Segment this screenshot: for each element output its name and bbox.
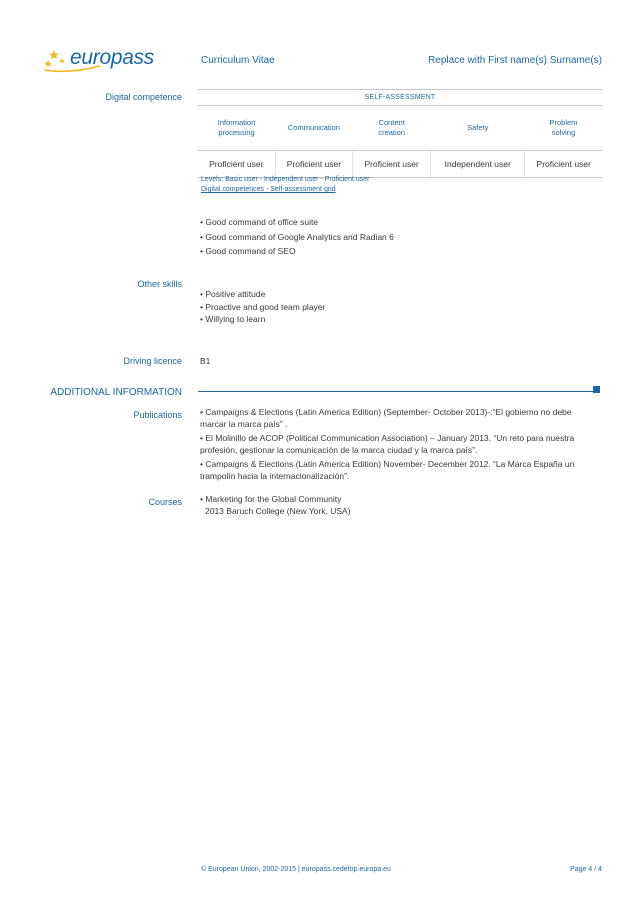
list-item: • Good command of Google Analytics and Radian 6 bbox=[200, 231, 394, 242]
list-item: • Marketing for the Global Community bbox=[200, 494, 342, 504]
section-divider bbox=[198, 391, 594, 392]
other-skills-label: Other skills bbox=[137, 279, 182, 289]
value-communication: Proficient user bbox=[275, 151, 353, 178]
column-information-processing: Information processing bbox=[217, 118, 256, 137]
self-assessment-heading: SELF-ASSESSMENT bbox=[198, 90, 602, 106]
page-number: Page 4 / 4 bbox=[570, 866, 602, 873]
courses-label: Courses bbox=[148, 497, 182, 507]
footer-copyright: © European Union, 2002-2015 | europass.cedefop.europa.eu bbox=[201, 866, 391, 873]
document-type: Curriculum Vitae bbox=[201, 55, 275, 66]
digital-competence-label: Digital competence bbox=[105, 92, 182, 102]
candidate-name: Replace with First name(s) Surname(s) bbox=[428, 55, 602, 66]
digital-skills-list bbox=[200, 215, 394, 259]
additional-information-heading: ADDITIONAL INFORMATION bbox=[50, 387, 182, 398]
list-item: • Campaigns & Elections (Latin America Edition) November- December 2012. “La Marca España un trampolín hacia la internacionalización”. bbox=[200, 459, 575, 481]
list-item: • Proactive and good team player bbox=[200, 301, 326, 312]
section-marker bbox=[593, 386, 600, 393]
list-item: • Positive attitude bbox=[200, 289, 266, 299]
value-problem-solving: Proficient user bbox=[525, 151, 602, 178]
list-item: • El Molinillo de ACOP (Political Communication Association) – January 2013. “Un reto para nuestra profesión, gestionar la comunicación de la marca ciudad y la marca país”. bbox=[200, 433, 575, 455]
list-item: 2013 Baruch College (New York, USA) bbox=[205, 506, 351, 516]
value-content-creation: Proficient user bbox=[353, 151, 431, 178]
list-item: • Campaigns & Elections (Latin America Edition) (September- October 2013)-:“El gobierno no debe marcar la marca país” . bbox=[200, 407, 572, 429]
levels-line: Levels: Basic user - Independent user - Proficient user bbox=[201, 176, 370, 183]
courses-list bbox=[200, 493, 600, 517]
digital-competence-grid bbox=[198, 89, 602, 178]
column-safety: Safety bbox=[467, 123, 489, 132]
publications-list bbox=[200, 406, 600, 484]
publications-label: Publications bbox=[133, 410, 182, 420]
column-problem-solving: Problem solving bbox=[549, 118, 578, 137]
list-item: • Willying to learn bbox=[200, 314, 266, 324]
driving-licence-label: Driving licence bbox=[123, 356, 182, 366]
column-content-creation: Content creation bbox=[378, 118, 406, 137]
driving-licence-value: B1 bbox=[200, 356, 211, 366]
column-communication: Communication bbox=[287, 123, 340, 132]
list-item: • Good command of office suite bbox=[200, 217, 319, 227]
self-assessment-grid-link[interactable]: Digital competences - Self-assessment grid bbox=[201, 186, 336, 193]
value-safety: Independent user bbox=[431, 151, 525, 178]
list-item: • Good command of SEO bbox=[200, 246, 296, 256]
value-information-processing: Proficient user bbox=[198, 151, 275, 178]
levels-legend bbox=[201, 175, 369, 195]
europass-wordmark: europass bbox=[70, 46, 154, 69]
other-skills-list bbox=[200, 288, 325, 326]
